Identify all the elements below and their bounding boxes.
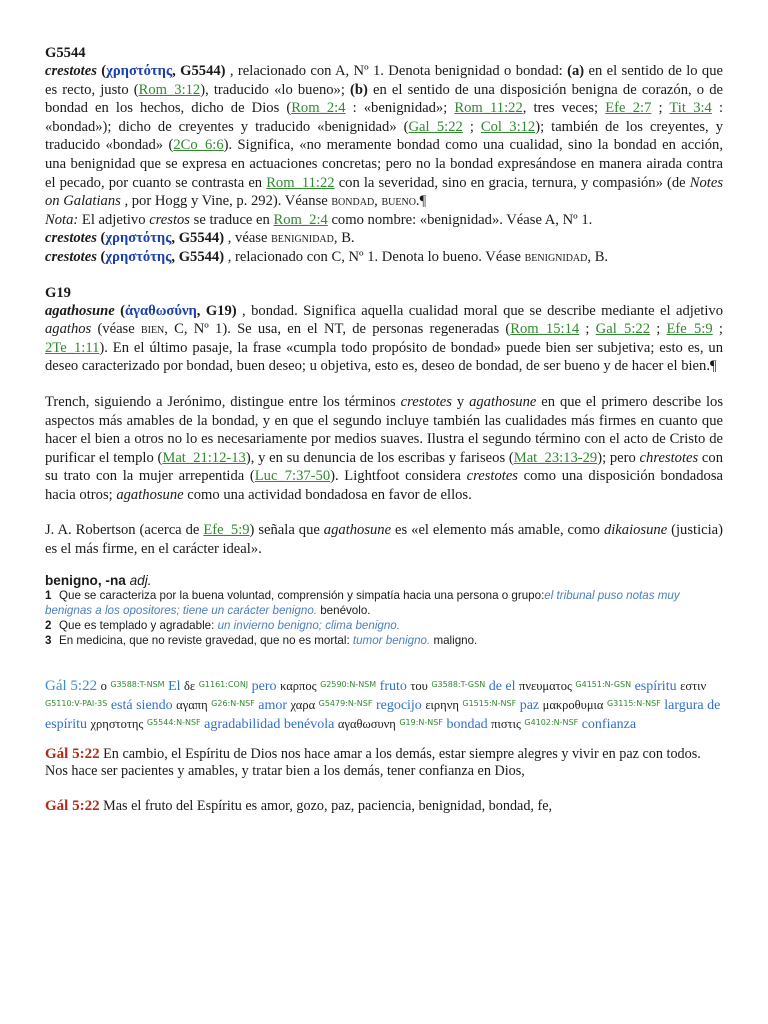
spanish-gloss: bondad xyxy=(446,716,488,732)
greek-word: χρηστότης xyxy=(105,248,172,265)
dictionary-sense xyxy=(45,633,723,648)
scripture-link[interactable]: Gal_5:22 xyxy=(595,321,650,338)
interlinear-word xyxy=(280,679,407,694)
lemma: crestotes xyxy=(45,248,97,265)
spanish-gloss: largura de espíritu xyxy=(45,697,721,732)
strong-code: G19) xyxy=(205,302,237,319)
interlinear-word xyxy=(176,698,287,713)
greek-token: χαρα xyxy=(290,697,316,712)
note-label: Nota: xyxy=(45,211,79,228)
scripture-link[interactable]: Rom_11:22 xyxy=(454,100,523,117)
dictionary-sense xyxy=(45,618,723,633)
scripture-link[interactable]: 2Te_1:11 xyxy=(45,339,100,356)
sense-synonym: benévolo. xyxy=(317,603,371,617)
entry-paragraph: crestotes (χρηστότης, G5544) , véase benignidad, B. xyxy=(45,230,355,247)
sense-synonym: maligno. xyxy=(430,633,478,647)
scripture-link[interactable]: Tit_3:4 xyxy=(669,100,712,117)
interlinear-word xyxy=(491,717,636,732)
scripture-link[interactable]: Luc_7:37-50 xyxy=(254,468,331,485)
greek-word: ἀγαθωσύνη xyxy=(125,302,197,319)
lemma: crestotes xyxy=(45,230,97,247)
verse-text: Mas el fruto del Espíritu es amor, gozo, paz, paciencia, benignidad, bondad, fe, xyxy=(103,797,553,814)
scripture-link[interactable]: 2Co_6:6 xyxy=(173,137,224,154)
scripture-link[interactable]: Rom_2:4 xyxy=(291,100,346,117)
greek-token: χρηστοτης xyxy=(90,716,144,731)
entry-code: G5544 xyxy=(45,45,86,61)
greek-token: του xyxy=(410,678,428,693)
scripture-link[interactable]: Col_3:12 xyxy=(480,118,536,135)
book-title: Notes on Galatians xyxy=(45,174,723,210)
interlinear-verse xyxy=(45,676,723,733)
strong-code-tag[interactable]: G5544:N-NSF xyxy=(146,717,201,727)
cross-reference: bondad, bueno xyxy=(331,193,416,210)
dictionary-senses xyxy=(45,588,723,648)
strong-code-tag[interactable]: G5110:V-PAI-3S xyxy=(45,698,108,708)
strong-code-tag[interactable]: G4102:N-NSF xyxy=(524,717,579,727)
spanish-gloss: pero xyxy=(251,678,277,694)
interlinear-word xyxy=(91,717,335,732)
scripture-link[interactable]: Rom_11:22 xyxy=(266,174,335,191)
interlinear-word xyxy=(101,679,181,694)
entry-paragraph: crestotes (χρηστότης, G5544) , relacionado con A, Nº 1. Denota benignidad o bondad: (a) en el sentido de lo que es recto, justo (Rom_3:12), traducido «lo bueno»; (b) en el sentido de una disposición benigna de corazón, o de bondad en los hechos, dicho de Dios (Rom_2:4 : «benignidad»; Rom_11:22, tres veces; Efe_2:7 ; Tit_3:4 : «bondad»); dicho de creyentes y traducido «benignidad» (Gal_5:22 ; Col_3:12); también de los creyentes, y traducido «bondad» (2Co_6:6). Significa, «no meramente bondad como una cualidad, sino la bondad en acción, una benignidad que se expresa en actuaciones concretas; pero no la bondad expresándose en manera airada contra el pecado, por cuanto se contrasta en Rom_11:22 con la severidad, sino en gracia, ternura, y compasión» (de Notes on Galatians , por Hogg y Vine, p. 292). Véanse bondad, bueno.¶ xyxy=(45,63,724,210)
spanish-gloss: confianza xyxy=(581,716,637,732)
greek-token: ο xyxy=(100,678,107,693)
cross-reference: benignidad xyxy=(524,248,588,265)
verse-translation xyxy=(45,746,723,781)
spanish-gloss: espíritu xyxy=(634,678,677,694)
interlinear-word xyxy=(338,717,488,732)
entry-code: G19 xyxy=(45,284,71,301)
sense-number: 3 xyxy=(45,633,52,647)
sense-number: 1 xyxy=(45,588,52,602)
greek-token: εστιν xyxy=(680,678,707,693)
greek-token: μακροθυμια xyxy=(542,697,604,712)
sense-example: un invierno benigno; clima benigno. xyxy=(217,618,400,632)
greek-token: πνευματος xyxy=(519,678,572,693)
spanish-gloss: fruto xyxy=(379,678,407,694)
spanish-gloss: está siendo xyxy=(110,697,173,713)
verse-reference[interactable]: Gál 5:22 xyxy=(45,745,100,762)
greek-token: δε xyxy=(184,678,196,693)
strong-code: G5544) xyxy=(180,63,226,79)
cross-reference: benignidad xyxy=(271,230,334,247)
lemma: crestotes xyxy=(45,63,97,79)
strong-code-tag[interactable]: G19:N-NSF xyxy=(399,717,443,727)
dictionary-headword-line: benigno, -na adj. xyxy=(45,572,152,588)
verse-reference[interactable]: Gál 5:22 xyxy=(45,677,98,694)
headword: benigno xyxy=(45,572,98,588)
scripture-link[interactable]: Gal_5:22 xyxy=(408,118,463,135)
verse-translations xyxy=(45,746,723,816)
part-of-speech: adj. xyxy=(129,572,152,588)
interlinear-word xyxy=(291,698,422,713)
sense-definition: Que se caracteriza por la buena voluntad, comprensión y simpatía hacia una persona o grupo: xyxy=(59,588,545,602)
verse-text: En cambio, el Espíritu de Dios nos hace amar a los demás, estar siempre alegres y vivir en paz con todos. Nos hace ser pacientes y amables, y tratar bien a los demás, tener confianza en Dios, xyxy=(45,745,701,780)
scripture-link[interactable]: Rom_15:14 xyxy=(510,321,580,338)
sense-definition: En medicina, que no reviste gravedad, que no es mortal: xyxy=(59,633,353,647)
verse-reference[interactable]: Gál 5:22 xyxy=(45,797,100,814)
greek-token: αγαθωσυνη xyxy=(337,716,396,731)
dictionary-entry xyxy=(45,573,723,648)
scripture-link[interactable]: Efe_2:7 xyxy=(605,100,652,117)
scripture-link[interactable]: Efe_5:9 xyxy=(203,522,250,539)
strong-code-tag[interactable]: G5479:N-NSF xyxy=(318,698,373,708)
spanish-gloss: amor xyxy=(258,697,288,713)
page-content xyxy=(45,44,723,815)
strong-code-tag[interactable]: G1161:CONJ xyxy=(198,679,249,689)
sense-example: tumor benigno. xyxy=(352,633,431,647)
scripture-link[interactable]: Rom_3:12 xyxy=(138,81,201,98)
entry-paragraph: crestotes (χρηστότης, G5544) , relacionado con C, Nº 1. Denota lo bueno. Véase benignidad, B. xyxy=(45,248,609,265)
verse-translation xyxy=(45,798,723,816)
greek-token: πιστις xyxy=(491,716,521,731)
interlinear-word xyxy=(425,698,539,713)
strong-code: G5544) xyxy=(178,230,225,247)
greek-token: ειρηνη xyxy=(425,697,459,712)
strong-code-tag[interactable]: G1515:N-NSF xyxy=(462,698,517,708)
spanish-gloss: de el xyxy=(488,678,516,694)
spanish-gloss: El xyxy=(168,678,181,694)
strong-code-tag[interactable]: G26:N-NSF xyxy=(211,698,255,708)
strong-code: G5544) xyxy=(178,248,225,265)
greek-token: αγαπη xyxy=(176,697,208,712)
commentary-paragraph: J. A. Robertson (acerca de Efe_5:9) señala que agathosune es «el elemento más amable, como dikaiosune (justicia) es el más firme, en el carácter ideal». xyxy=(45,522,723,558)
greek-word: χρηστότης xyxy=(105,230,172,247)
strong-code-tag[interactable]: G4151:N-GSN xyxy=(575,679,632,689)
entry-paragraph: agathosune (ἀγαθωσύνη, G19) , bondad. Significa aquella cualidad moral que se describe mediante el adjetivo agathos (véase bien, C, Nº 1). Se usa, en el NT, de personas regeneradas (Rom_15:14 ; Gal_5:22 ; Efe_5:9 ; 2Te_1:11). En el último pasaje, la frase «cumpla todo propósito de bondad» puede bien ser subjetiva; esto es, un deseo caracterizado por bondad, buen deseo; u objetiva, esto es, deseo de bondad, de ser bueno y de hacer el bien.¶ xyxy=(45,302,723,375)
strong-code-tag[interactable]: G2590:N-NSM xyxy=(320,679,377,689)
note-paragraph: Nota: El adjetivo crestos se traduce en Rom_2:4 como nombre: «benignidad». Véase A, Nº 1. xyxy=(45,211,593,228)
scripture-link[interactable]: Rom_2:4 xyxy=(273,211,328,228)
sense-example: el tribunal puso notas muy benignas a los opositores; tiene un carácter benigno. xyxy=(45,588,680,617)
interlinear-word xyxy=(184,679,277,694)
scripture-link[interactable]: Efe_5:9 xyxy=(666,321,713,338)
scripture-link[interactable]: Mat_21:12-13 xyxy=(162,449,246,466)
strong-code-tag[interactable]: G3588:T-GSN xyxy=(431,679,486,689)
strong-code-tag[interactable]: G3115:N-NSF xyxy=(606,698,661,708)
lemma: agathosune xyxy=(45,302,115,319)
commentary-paragraph: Trench, siguiendo a Jerónimo, distingue entre los términos crestotes y agathosune en que el primero describe los aspectos más amables de la bondad, y en que el segundo incluye también las cualidades más firmes en cuanto que hacer el bien a otros no lo es necesariamente por medios suaves. Ilustra el segundo término con el acto de Cristo de purificar el templo (Mat_21:12-13), y en su denuncia de los escribas y fariseos (Mat_23:13-29); pero chrestotes con su trato con la mujer arrepentida (Luc_7:37-50). Lightfoot considera crestotes como una disposición bondadosa hacia otros; agathosune como una actividad bondadosa en favor de ellos. xyxy=(45,393,723,503)
sense-number: 2 xyxy=(45,618,52,632)
greek-token: καρπος xyxy=(280,678,317,693)
strong-code-tag[interactable]: G3588:T-NSM xyxy=(110,679,165,689)
scripture-link[interactable]: Mat_23:13-29 xyxy=(513,449,598,466)
greek-word: χρηστότης xyxy=(106,63,173,79)
cross-reference: bien xyxy=(140,321,165,338)
spanish-gloss: agradabilidad benévola xyxy=(204,716,335,732)
interlinear-word xyxy=(519,679,677,694)
dictionary-sense xyxy=(45,588,723,618)
sense-definition: Que es templado y agradable: xyxy=(59,618,218,632)
spanish-gloss: paz xyxy=(519,697,540,713)
interlinear-word xyxy=(410,679,515,694)
spanish-gloss: regocijo xyxy=(375,697,422,713)
